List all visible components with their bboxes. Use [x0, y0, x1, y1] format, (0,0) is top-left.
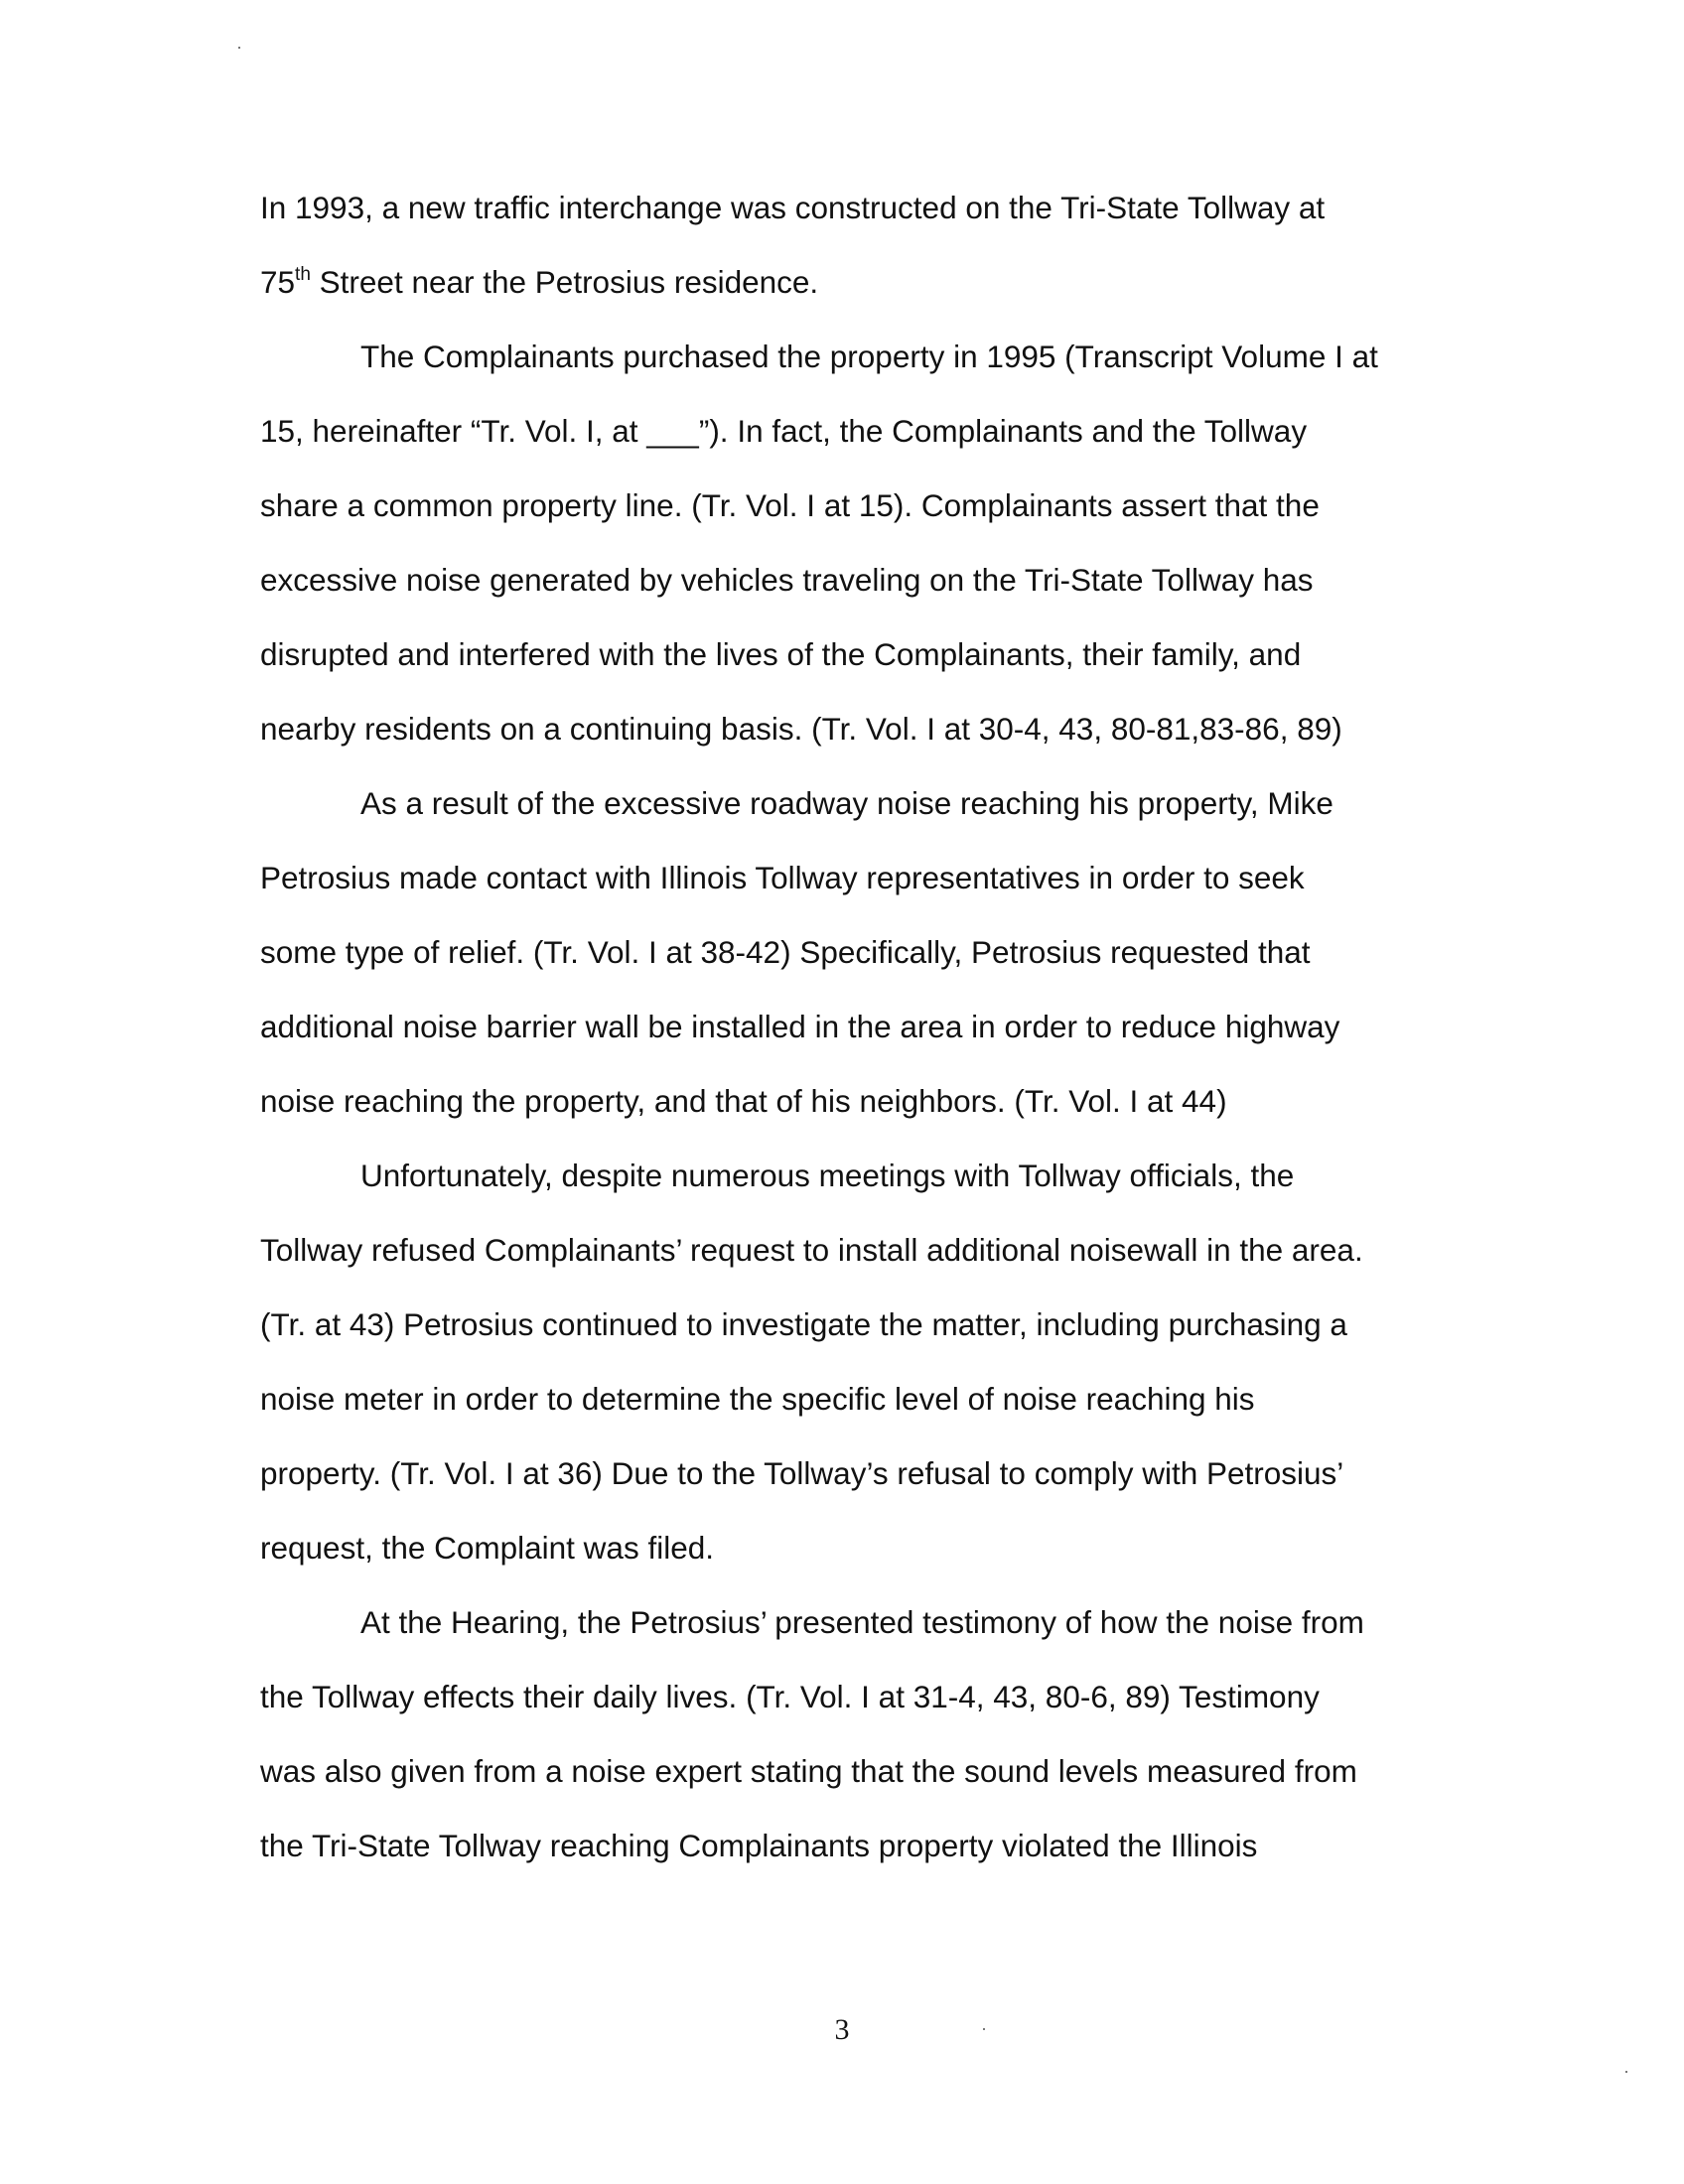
- text-line: additional noise barrier wall be installed in the area in order to reduce highway: [260, 1009, 1340, 1044]
- text-line: nearby residents on a continuing basis. (Tr. Vol. I at 30-4, 43, 80-81,83-86, 89): [260, 711, 1342, 747]
- text-line: the Tollway effects their daily lives. (Tr. Vol. I at 31-4, 43, 80-6, 89) Testimony: [260, 1679, 1320, 1714]
- text-line: was also given from a noise expert stating that the sound levels measured from: [260, 1753, 1357, 1789]
- text-fragment: Street near the Petrosius residence.: [310, 264, 819, 300]
- text-line: [260, 254, 1432, 329]
- text-line: In 1993, a new traffic interchange was constructed on the Tri-State Tollway at: [260, 190, 1326, 225]
- body-text: [260, 180, 1432, 1892]
- text-fragment: 75: [260, 264, 296, 300]
- paragraph-first-line: Unfortunately, despite numerous meetings with Tollway officials, the: [360, 1158, 1295, 1193]
- paragraph-first-line: The Complainants purchased the property in 1995 (Transcript Volume I at: [360, 339, 1378, 374]
- superscript: th: [295, 263, 311, 285]
- text-line: noise meter in order to determine the specific level of noise reaching his: [260, 1381, 1255, 1417]
- text-line: share a common property line. (Tr. Vol. I at 15). Complainants assert that the: [260, 487, 1320, 523]
- text-line: excessive noise generated by vehicles traveling on the Tri-State Tollway has: [260, 562, 1314, 598]
- text-line: some type of relief. (Tr. Vol. I at 38-42) Specifically, Petrosius requested that: [260, 934, 1311, 970]
- text-line: the Tri-State Tollway reaching Complainants property violated the Illinois: [260, 1828, 1258, 1863]
- text-line: disrupted and interfered with the lives of the Complainants, their family, and: [260, 636, 1302, 672]
- paragraph-first-line: At the Hearing, the Petrosius’ presented testimony of how the noise from: [360, 1604, 1364, 1640]
- text-line: Tollway refused Complainants’ request to install additional noisewall in the area.: [260, 1232, 1363, 1268]
- text-line: noise reaching the property, and that of his neighbors. (Tr. Vol. I at 44): [260, 1083, 1227, 1119]
- page-number: 3: [834, 2013, 850, 2046]
- scan-speck: [1625, 2071, 1627, 2073]
- text-line: property. (Tr. Vol. I at 36) Due to the Tollway’s refusal to comply with Petrosius’: [260, 1455, 1344, 1491]
- paragraph-first-line: As a result of the excessive roadway noise reaching his property, Mike: [360, 785, 1333, 821]
- text-line: (Tr. at 43) Petrosius continued to investigate the matter, including purchasing a: [260, 1306, 1347, 1342]
- text-line: Petrosius made contact with Illinois Tollway representatives in order to seek: [260, 860, 1305, 895]
- scan-speck: [238, 47, 240, 49]
- text-line: request, the Complaint was filed.: [260, 1530, 714, 1566]
- text-line: 15, hereinafter “Tr. Vol. I, at ___”). In fact, the Complainants and the Tollway: [260, 413, 1308, 449]
